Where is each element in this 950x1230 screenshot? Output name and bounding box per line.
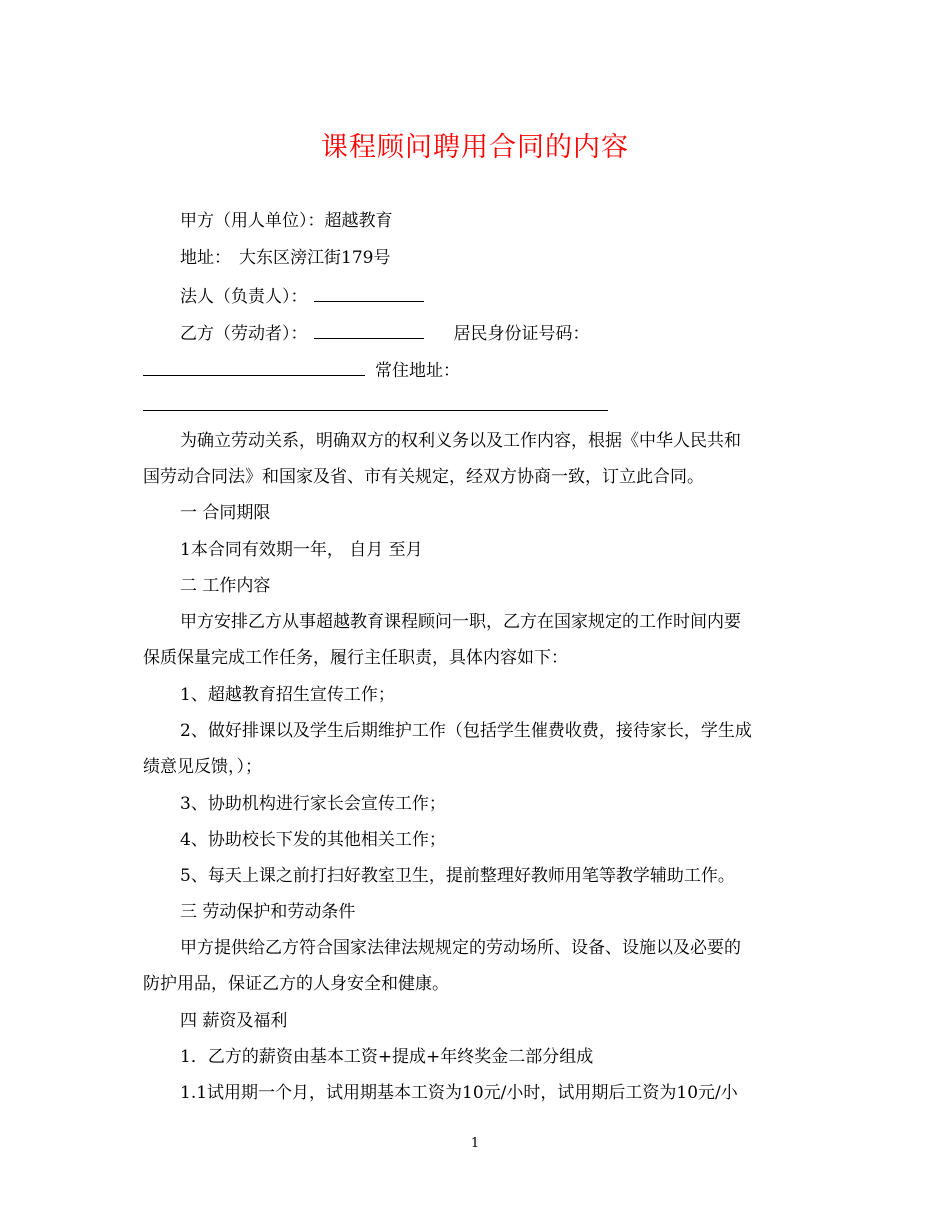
party-b-line: [180, 320, 590, 346]
section-2-item-2-line-1: 2、做好排课以及学生后期维护工作（包括学生催费收费，接待家长，学生成: [180, 721, 752, 741]
section-4-title: 四 薪资及福利: [180, 1011, 288, 1031]
party-a-name: 超越教育: [324, 211, 393, 231]
legal-rep-label: 法人（负责人）：: [180, 287, 308, 307]
section-3-title: 三 劳动保护和劳动条件: [180, 902, 356, 922]
legal-rep-line: [180, 283, 424, 309]
intro-line-1: 为确立劳动关系，明确双方的权利义务以及工作内容，根据《中华人民共和: [180, 431, 741, 451]
party-a-line: [180, 209, 393, 233]
section-1-item-1: 1本合同有效期一年， 自月 至月: [180, 540, 423, 560]
legal-rep-blank: [314, 283, 424, 302]
section-2-para-line-1: 甲方安排乙方从事超越教育课程顾问一职，乙方在国家规定的工作时间内要: [180, 612, 741, 632]
party-a-label: 甲方（用人单位）：: [180, 211, 325, 231]
residence-line: [143, 357, 460, 383]
section-4-item-1-1: 1.1试用期一个月，试用期基本工资为10元/小时，试用期后工资为10元/小: [180, 1083, 738, 1103]
id-number-blank: [143, 357, 365, 376]
section-2-title: 二 工作内容: [180, 576, 271, 596]
page-number: 1: [470, 1136, 480, 1151]
residence-blank-line: [143, 392, 608, 418]
address-value: 大东区滂江街179号: [239, 248, 391, 268]
section-3-para-line-1: 甲方提供给乙方符合国家法律法规规定的劳动场所、设备、设施以及必要的: [180, 938, 741, 958]
party-b-name-blank: [314, 320, 424, 339]
section-4-item-1: 1．乙方的薪资由基本工资+提成+年终奖金二部分组成: [180, 1047, 594, 1067]
section-2-item-3: 3、协助机构进行家长会宣传工作；: [180, 794, 446, 814]
section-1-title: 一 合同期限: [180, 503, 271, 523]
residence-blank: [143, 392, 608, 411]
section-3-para-line-2: 防护用品，保证乙方的人身安全和健康。: [143, 974, 449, 994]
party-b-label: 乙方（劳动者）：: [180, 324, 308, 344]
section-2-item-1: 1、超越教育招生宣传工作；: [180, 685, 395, 705]
id-number-label: 居民身份证号码：: [453, 324, 590, 344]
section-2-item-2-line-2: 绩意见反馈，）；: [143, 757, 262, 777]
intro-line-2: 国劳动合同法》和国家及省、市有关规定，经双方协商一致，订立此合同。: [143, 467, 704, 487]
section-2-para-line-2: 保质保量完成工作任务，履行主任职责，具体内容如下：: [143, 648, 568, 668]
address-label: 地址：: [180, 248, 231, 268]
page-title: 课程顾问聘用合同的内容: [321, 132, 629, 163]
residence-label: 常住地址：: [375, 361, 460, 381]
section-2-item-5: 5、每天上课之前打扫好教室卫生，提前整理好教师用笔等教学辅助工作。: [180, 866, 735, 886]
section-2-item-4: 4、协助校长下发的其他相关工作；: [180, 830, 446, 850]
address-line: [180, 246, 390, 270]
